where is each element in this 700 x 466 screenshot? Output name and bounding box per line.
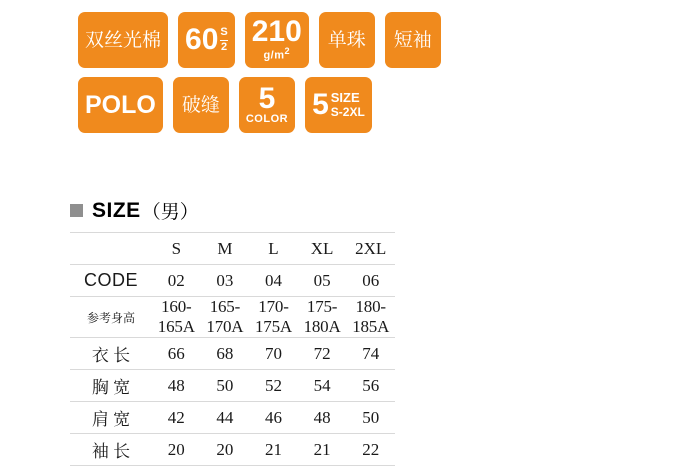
size-table [70,232,395,466]
cell-chest-l: 52 [249,370,298,402]
cell-chest-s: 48 [152,370,201,402]
cell-length-l: 70 [249,338,298,370]
cell-shoulder-s: 42 [152,402,201,434]
cell-height-m: 165-170A [201,297,250,338]
badge-split-seam [173,77,229,133]
row-label-code: CODE [70,265,152,297]
badge-size-count [305,77,372,133]
size-section-header [70,197,199,224]
column-header-s: S [152,233,201,265]
badge-polo-label: POLO [85,90,156,119]
cell-height-xl: 175-180A [298,297,347,338]
cell-chest-2xl: 56 [346,370,395,402]
cell-chest-xl: 54 [298,370,347,402]
square-bullet-icon [70,204,83,217]
cell-shoulder-2xl: 50 [346,402,395,434]
cell-code-xl: 05 [298,265,347,297]
row-label-chest: 胸 宽 [70,370,152,402]
size-title: SIZE [92,198,141,222]
badge-size-count-textcol [331,91,365,118]
badge-gsm-unit [263,47,290,62]
feature-badge-group [78,12,638,142]
badge-size-count-pair [312,90,365,120]
badge-gsm-unit-text: g/m [263,50,285,63]
cell-sleeve-m: 20 [201,434,250,466]
badge-split-seam-label: 破缝 [181,93,220,116]
cell-chest-m: 50 [201,370,250,402]
cell-sleeve-l: 21 [249,434,298,466]
badge-color-count-number: 5 [258,82,276,116]
badge-yarn-count-sub: 2 [221,40,228,53]
badge-gsm-stack [252,17,302,62]
badge-size-count-label: SIZE [330,90,360,106]
column-header-m: M [201,233,250,265]
cell-shoulder-m: 44 [201,402,250,434]
table-row [70,297,395,338]
cell-sleeve-2xl: 22 [346,434,395,466]
badge-silk-cotton [78,12,168,68]
badge-gsm [245,12,309,68]
row-label-shoulder: 肩 宽 [70,402,152,434]
table-row [70,265,395,297]
cell-code-m: 03 [201,265,250,297]
cell-code-s: 02 [152,265,201,297]
column-header-2xl: 2XL [346,233,395,265]
table-row [70,338,395,370]
table-row [70,434,395,466]
size-title-suffix: （男） [141,201,199,223]
badge-yarn-count-number: 60 [185,23,219,56]
column-header-xl: XL [298,233,347,265]
badge-single-pique [319,12,375,68]
badge-yarn-count-fraction [220,27,227,53]
badge-color-count-stack [246,84,288,126]
cell-length-m: 68 [201,338,250,370]
table-row [70,370,395,402]
cell-height-s: 160-165A [152,297,201,338]
badge-gsm-number: 210 [251,15,302,49]
cell-height-2xl: 180-185A [346,297,395,338]
badge-gsm-unit-sup: 2 [284,46,291,57]
row-label-sleeve: 袖 长 [70,434,152,466]
cell-sleeve-s: 20 [152,434,201,466]
table-row [70,402,395,434]
table-header-row [70,233,395,265]
row-label-length: 衣 长 [70,338,152,370]
badge-row-1 [78,12,638,68]
row-label-height: 参考身高 [70,297,152,338]
cell-code-l: 04 [249,265,298,297]
badge-short-sleeve [385,12,441,68]
cell-length-2xl: 74 [346,338,395,370]
header-corner-cell [70,233,152,265]
badge-yarn-count-sup: S [220,25,228,38]
badge-polo [78,77,163,133]
cell-shoulder-l: 46 [249,402,298,434]
badge-color-count [239,77,295,133]
cell-code-2xl: 06 [346,265,395,297]
cell-length-xl: 72 [298,338,347,370]
badge-size-count-range: S-2XL [330,104,365,119]
cell-shoulder-xl: 48 [298,402,347,434]
column-header-l: L [249,233,298,265]
badge-silk-cotton-label: 双丝光棉 [85,28,162,51]
badge-row-2 [78,77,638,133]
cell-length-s: 66 [152,338,201,370]
cell-height-l: 170-175A [249,297,298,338]
badge-color-count-label: COLOR [245,113,289,126]
cell-sleeve-xl: 21 [298,434,347,466]
badge-yarn-count [178,12,235,68]
badge-short-sleeve-label: 短袖 [393,28,432,51]
badge-size-count-number: 5 [312,88,329,121]
badge-single-pique-label: 单珠 [327,28,366,51]
